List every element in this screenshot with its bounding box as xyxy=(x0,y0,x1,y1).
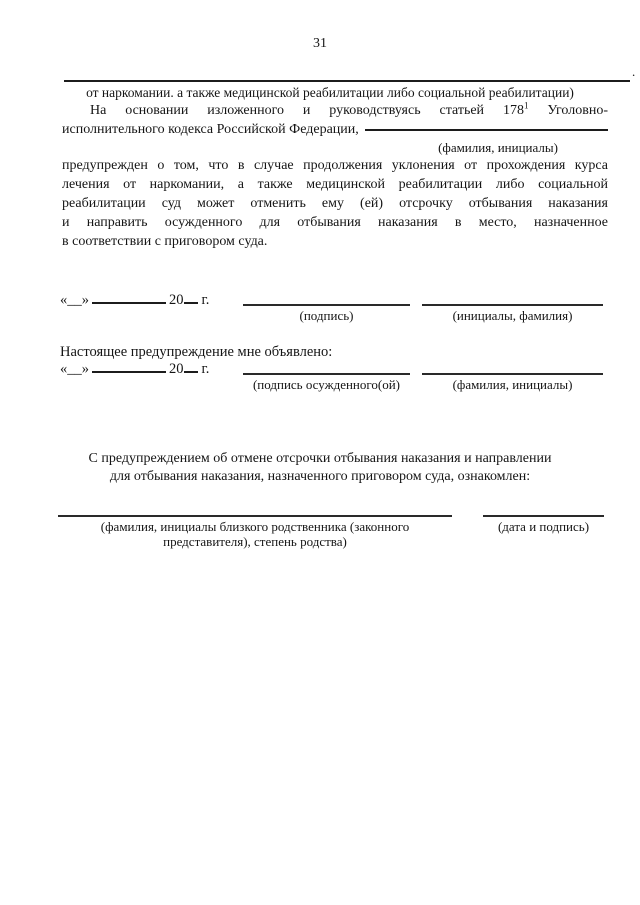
statute-text-tail: Уголовно- xyxy=(528,103,608,118)
name-fill-line xyxy=(365,129,608,131)
name-line xyxy=(422,361,603,375)
paragraph-line-statute xyxy=(62,101,608,120)
name-caption: (фамилия, инициалы) xyxy=(452,377,573,392)
date-year-prefix: 20 xyxy=(169,292,184,308)
relative-name-caption xyxy=(58,517,452,549)
date-field xyxy=(60,292,209,309)
date-signature-caption: (дата и подпись) xyxy=(497,519,590,534)
acknowledgment-paragraph xyxy=(40,450,600,485)
name-line xyxy=(422,292,603,306)
signature-caption: (подпись осужденного(ой) xyxy=(252,377,401,392)
statute-text: На основании изложенного и руководствуясь статьей 178 xyxy=(90,103,524,118)
announce-label: Настоящее предупреждение мне объявлено: xyxy=(60,344,333,360)
page-number: 31 xyxy=(313,36,327,51)
ack-line: для отбывания наказания, назначенного приговором суда, ознакомлен: xyxy=(109,468,531,484)
name-column xyxy=(422,292,603,323)
name-caption: (инициалы, фамилия) xyxy=(452,308,573,323)
date-year-suffix: г. xyxy=(201,292,210,308)
signature-caption: (подпись) xyxy=(299,308,354,323)
date-signature-column xyxy=(483,503,604,534)
paragraph-line: и направить осужденного для отбывания наказания в место, назначенное xyxy=(62,215,608,230)
signature-row-official xyxy=(60,292,608,338)
relative-signature-row xyxy=(58,503,608,563)
date-month-fill-line xyxy=(92,301,166,304)
separator-rule xyxy=(64,70,630,82)
relative-name-column xyxy=(58,503,452,549)
date-field xyxy=(60,361,209,378)
rule-caption: от наркомании. а также медицинской реабилитации либо социальной реабилитации) xyxy=(86,85,574,100)
rule-end-period: . xyxy=(632,64,636,79)
paragraph-line: лечения от наркомании, а также медицинской реабилитации либо социальной xyxy=(62,177,608,192)
relative-name-line xyxy=(58,503,452,517)
date-day-quotes: «__» xyxy=(60,292,89,308)
statute-superscript: 1 xyxy=(523,100,529,111)
fill-line-caption: (фамилия, инициалы) xyxy=(438,140,558,155)
relative-caption-line: представителя), степень родства) xyxy=(163,534,347,549)
date-year-fill-line xyxy=(184,370,198,373)
date-signature-line xyxy=(483,503,604,517)
date-year-suffix: г. xyxy=(201,361,210,377)
signature-line xyxy=(243,292,410,306)
signature-column xyxy=(243,292,410,323)
name-column xyxy=(422,361,603,392)
paragraph-line-code xyxy=(62,120,608,139)
date-year-prefix: 20 xyxy=(169,361,184,377)
signature-column xyxy=(243,361,410,392)
signature-line xyxy=(243,361,410,375)
relative-caption-line: (фамилия, инициалы близкого родственника (законного xyxy=(100,519,410,534)
date-year-fill-line xyxy=(184,301,198,304)
ack-line: С предупреждением об отмене отсрочки отбывания наказания и направлении xyxy=(88,451,552,466)
signature-row-convict xyxy=(60,361,608,407)
date-day-quotes: «__» xyxy=(60,361,89,377)
paragraph-line: в соответствии с приговором суда. xyxy=(62,234,268,249)
date-month-fill-line xyxy=(92,370,166,373)
paragraph-line: реабилитации суд может отменить ему (ей) отсрочку отбывания наказания xyxy=(62,196,608,211)
code-text: исполнительного кодекса Российской Федерации, xyxy=(62,122,359,137)
main-paragraph xyxy=(62,101,608,251)
paragraph-line: предупрежден о том, что в случае продолжения уклонения от прохождения курса xyxy=(62,158,608,173)
